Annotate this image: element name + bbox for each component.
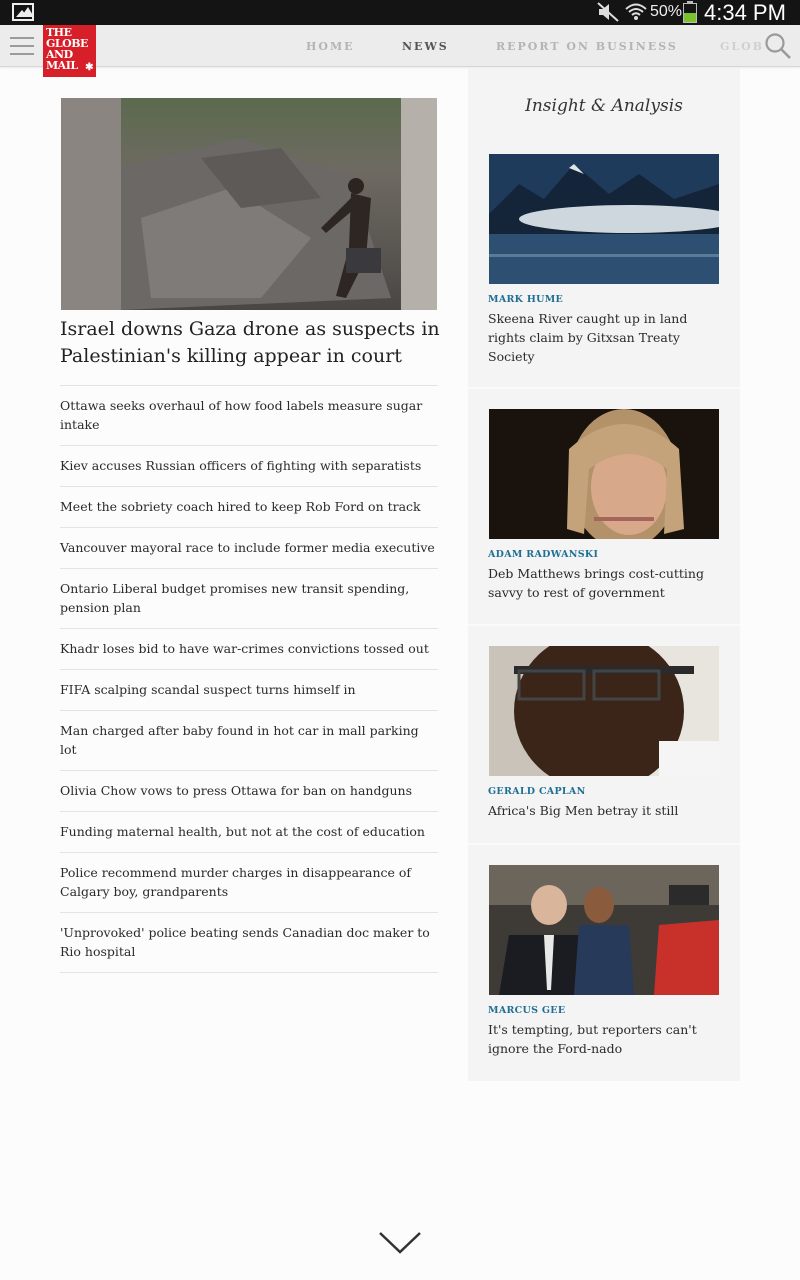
battery-percent: 50% bbox=[650, 3, 683, 20]
logo-word-3: AND bbox=[46, 48, 73, 61]
card-thumbnail bbox=[489, 409, 719, 539]
headline-item[interactable]: Vancouver mayoral race to include former media executive bbox=[60, 527, 438, 568]
card-title[interactable]: Africa's Big Men betray it still bbox=[488, 803, 679, 818]
card-thumbnail bbox=[489, 865, 719, 995]
card-author[interactable]: ADAM RADWANSKI bbox=[488, 549, 599, 560]
app-top-bar bbox=[0, 25, 800, 67]
gallery-notification-icon bbox=[12, 3, 34, 21]
search-icon[interactable] bbox=[764, 32, 792, 60]
battery-icon bbox=[683, 3, 697, 23]
card-title[interactable]: It's tempting, but reporters can't ignore the Ford-nado bbox=[488, 1022, 697, 1056]
crowd-photo bbox=[489, 865, 719, 995]
card-author[interactable]: MARCUS GEE bbox=[488, 1005, 566, 1016]
card-author[interactable]: GERALD CAPLAN bbox=[488, 786, 586, 797]
logo-word-4: MAIL bbox=[46, 59, 78, 72]
globe-and-mail-logo[interactable] bbox=[43, 25, 96, 77]
headline-item[interactable]: FIFA scalping scandal suspect turns himself in bbox=[60, 669, 438, 710]
card-divider bbox=[468, 387, 740, 389]
rubble-photo bbox=[61, 98, 437, 310]
mute-icon bbox=[596, 2, 620, 22]
headline-list bbox=[60, 385, 438, 973]
card-thumbnail bbox=[489, 154, 719, 284]
lead-headline[interactable]: Israel downs Gaza drone as suspects in Palestinian's killing appear in court bbox=[60, 318, 440, 367]
portrait-photo bbox=[489, 409, 719, 539]
headline-item[interactable]: Khadr loses bid to have war-crimes convictions tossed out bbox=[60, 628, 438, 669]
headline-item[interactable]: Olivia Chow vows to press Ottawa for ban on handguns bbox=[60, 770, 438, 811]
card-thumbnail bbox=[489, 646, 719, 776]
logo-word-1: THE bbox=[46, 26, 72, 39]
nav-home[interactable]: HOME bbox=[306, 40, 355, 53]
headline-item[interactable]: 'Unprovoked' police beating sends Canadian doc maker to Rio hospital bbox=[60, 912, 438, 973]
logo-word-2: GLOBE bbox=[46, 37, 88, 50]
status-bar bbox=[0, 0, 800, 25]
clock: 4:34 PM bbox=[704, 0, 786, 25]
hamburger-menu-icon[interactable] bbox=[10, 37, 34, 55]
nav-globe-partial[interactable]: GLOB bbox=[720, 40, 765, 53]
card-title[interactable]: Skeena River caught up in land rights claim by Gitxsan Treaty Society bbox=[488, 311, 688, 364]
mountain-lake-photo bbox=[489, 154, 719, 284]
nav-report-on-business[interactable]: REPORT ON BUSINESS bbox=[496, 40, 678, 53]
maple-leaf-icon: ✱ bbox=[85, 62, 93, 73]
headline-item[interactable]: Ottawa seeks overhaul of how food labels measure sugar intake bbox=[60, 385, 438, 445]
headline-item[interactable]: Funding maternal health, but not at the cost of education bbox=[60, 811, 438, 852]
headline-item[interactable]: Kiev accuses Russian officers of fighting with separatists bbox=[60, 445, 438, 486]
insight-title: Insight & Analysis bbox=[525, 96, 683, 116]
chevron-down-icon[interactable] bbox=[378, 1230, 422, 1256]
headline-item[interactable]: Meet the sobriety coach hired to keep Rob Ford on track bbox=[60, 486, 438, 527]
insight-analysis-panel bbox=[468, 68, 740, 1081]
card-divider bbox=[468, 843, 740, 845]
card-title[interactable]: Deb Matthews brings cost-cutting savvy to rest of government bbox=[488, 566, 704, 600]
lead-story-image[interactable] bbox=[61, 98, 437, 310]
headline-item[interactable]: Man charged after baby found in hot car in mall parking lot bbox=[60, 710, 438, 770]
card-author[interactable]: MARK HUME bbox=[488, 294, 564, 305]
card-divider bbox=[468, 624, 740, 626]
headline-item[interactable]: Police recommend murder charges in disappearance of Calgary boy, grandparents bbox=[60, 852, 438, 912]
battery-level-fill bbox=[684, 13, 696, 22]
portrait-photo bbox=[489, 646, 719, 776]
wifi-icon bbox=[625, 2, 647, 22]
nav-news[interactable]: NEWS bbox=[402, 40, 449, 53]
headline-item[interactable]: Ontario Liberal budget promises new transit spending, pension plan bbox=[60, 568, 438, 628]
